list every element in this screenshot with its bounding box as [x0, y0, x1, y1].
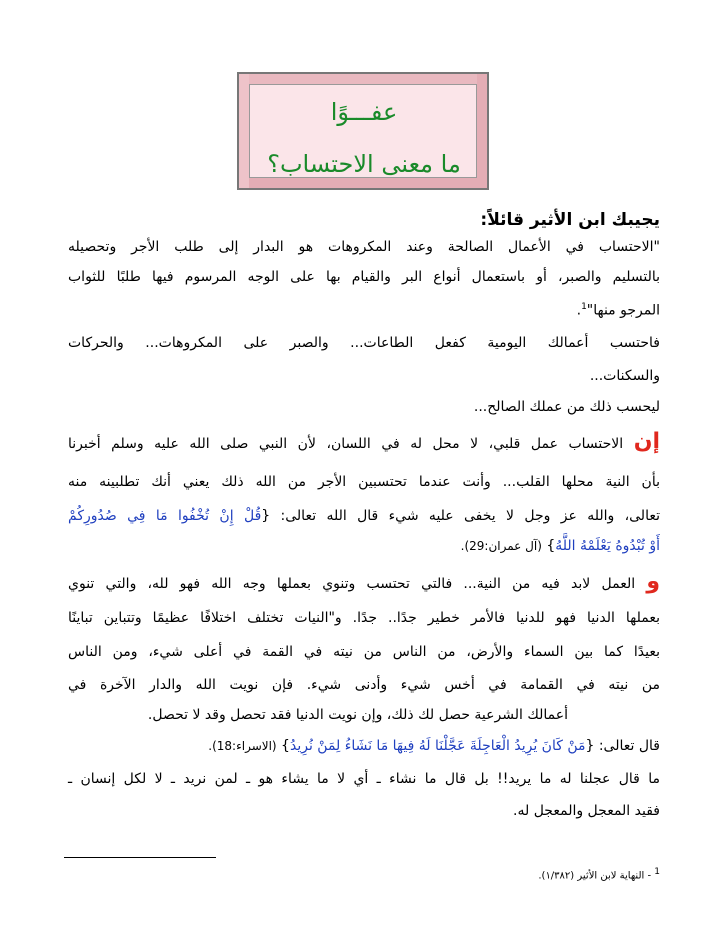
verse-ref-2: (الاسراء:18).: [208, 739, 277, 753]
verse-1a: قُلْ إِنْ تُخْفُوا مَا فِي صُدُورِكُمْ: [68, 508, 262, 524]
para3-line-2: بأن النية محلها القلب... وأنت عندما تحتسبين الأجر من الله ذلك يعني أنك تطلبينه منه: [68, 474, 660, 490]
verse-2: مَنْ كَانَ يُرِيدُ الْعَاجِلَةَ عَجَّلْنَا لَهُ فِيهَا مَا نَشَاءُ لِمَنْ نُرِيدُ: [289, 738, 586, 754]
para2-line-1: فاحتسب أعمالك اليومية كفعل الطاعات... والصبر على المكروهات... والحركات: [68, 335, 660, 351]
para4-line-8: فقيد المعجل والمعجل له.: [513, 803, 660, 819]
para4-line-1: و العمل لابد فيه من النية... فالتي تحتسب وتنوي بعملها وجه الله فهو لله، والتي تنوي: [68, 569, 661, 594]
para4-line-3: بعيدًا كما بين السماء والأرض، من الناس من نيته في القمة في أعلى شيء، ومن الناس: [68, 644, 660, 660]
footnote-mark: 1: [581, 302, 587, 312]
footnote-rule: [64, 857, 216, 858]
footnote: $^1$ - النهاية لابن الأثير (١/٣٨٢).: [538, 867, 660, 882]
section-heading: يجيبك ابن الأثير قائلاً:: [480, 210, 660, 230]
para4-line-5: أعمالك الشرعية حصل لك ذلك، وإن نويت الدنيا فقد تحصل وقد لا تحصل.: [147, 707, 568, 723]
quote-line-1: "الاحتساب في الأعمال الصالحة وعند المكروهات هو البدار إلى طلب الأجر وتحصيله: [68, 239, 660, 255]
para2-line-2: والسكنات...: [589, 368, 660, 384]
title-line-1: عفـــوًا: [330, 98, 398, 126]
quote-line-3: المرجو منها"$^1$.: [576, 302, 660, 319]
para2-line-3: ليحسب ذلك من عملك الصالح...: [473, 399, 660, 415]
para3-line-4: أَوْ تُبْدُوهُ يَعْلَمْهُ اللَّهُ} (آل عمران:29).: [460, 538, 660, 554]
quote-line-2: بالتسليم والصبر، أو باستعمال أنواع البر والقيام بها على الوجه المرسوم فيها طلبًا للثواب: [68, 269, 660, 285]
para4-line-6: قال تعالى: {مَنْ كَانَ يُرِيدُ الْعَاجِلَةَ عَجَّلْنَا لَهُ فِيهَا مَا نَشَاءُ لِمَنْ نُرِيدُ} (الاسراء:18).: [208, 738, 660, 754]
para4-line-4: من نيته في القمامة في أخس شيء وأدنى شيء. فإن نويت الله والدار الآخرة في: [68, 677, 660, 693]
para4-line-2: بعملها الدنيا فهو للدنيا فالأمر خطير جدًا.. جدًا. و"النيات تختلف اختلافًا عظيمًا وتتباين تباينًا: [68, 610, 660, 626]
verse-1b: أَوْ تُبْدُوهُ يَعْلَمْهُ اللَّهُ: [555, 538, 660, 554]
title-line-2: ما معنى الاحتساب؟: [267, 150, 461, 178]
para3-line-1: إن الاحتساب عمل قلبي، لا محل له في اللسان، لأن النبي صلى الله عليه وسلم أخبرنا: [68, 429, 661, 454]
para4-lead: و: [646, 569, 661, 594]
verse-ref-1: (آل عمران:29).: [460, 539, 542, 553]
para4-line-7: ما قال عجلنا له ما يريد!! بل قال ما نشاء ـ أي لا ما يشاء هو ـ لمن نريد ـ لا لكل إنسان ـ: [68, 771, 660, 787]
para3-lead: إن: [633, 429, 661, 454]
para3-line-3: تعالى، والله عز وجل لا يخفى عليه شيء قال الله تعالى: {قُلْ إِنْ تُخْفُوا مَا فِي صُدُورِكُمْ: [68, 508, 660, 524]
